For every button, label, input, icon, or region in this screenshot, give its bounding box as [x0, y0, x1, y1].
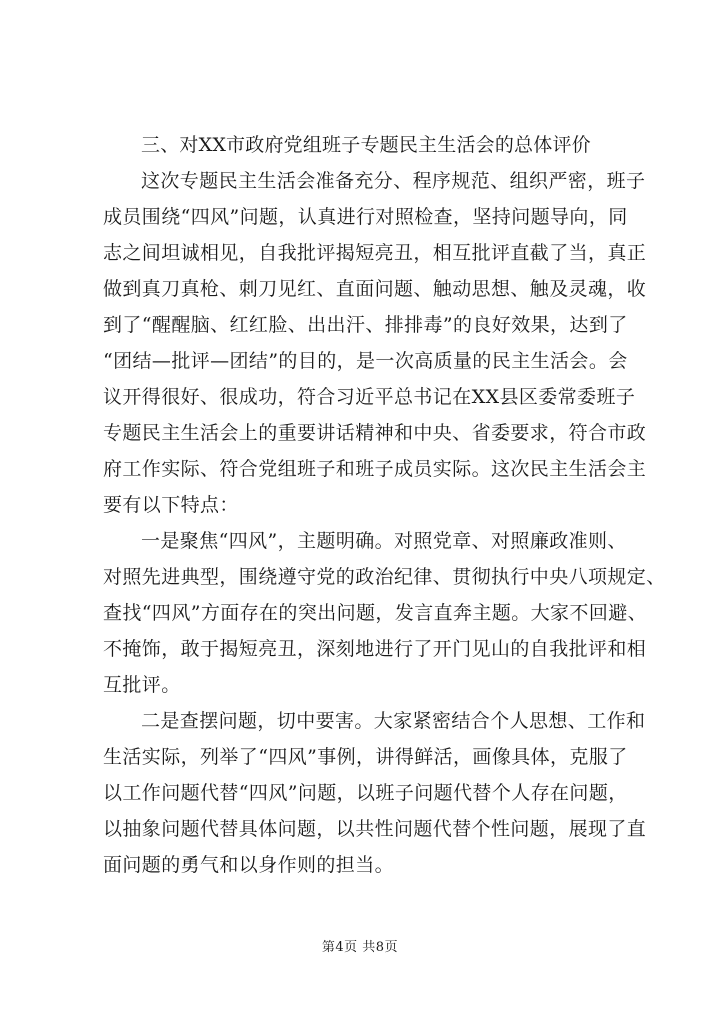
paragraph-line: 查找“四风”方面存在的突出问题，发言直奔主题。大家不回避、: [103, 602, 648, 624]
page-number-footer: 第4页 共8页: [321, 940, 399, 955]
paragraph-line: 面问题的勇气和以身作则的担当。: [103, 854, 395, 876]
paragraph-line: 成员围绕“四风”问题，认真进行对照检查，坚持问题导向，同: [103, 206, 628, 228]
paragraph-line: 不掩饰，敢于揭短亮丑，深刻地进行了开门见山的自我批评和相: [103, 638, 647, 660]
paragraph-overall-evaluation: [103, 163, 647, 523]
paragraph-line: 以工作问题代替“四风”问题，以班子问题代替个人存在问题，: [103, 782, 628, 804]
paragraph-line: 做到真刀真枪、刺刀见红、直面问题、触动思想、触及灵魂，收: [103, 278, 647, 300]
paragraph-line: 要有以下特点：: [103, 494, 239, 516]
paragraph-line: 议开得很好、很成功，符合习近平总书记在XX县区委常委班子: [103, 386, 636, 408]
paragraph-line: 生活实际，列举了“四风”事例，讲得鲜活，画像具体，克服了: [103, 746, 628, 768]
paragraph-line: “团结—批评—团结”的目的，是一次高质量的民主生活会。会: [103, 350, 628, 372]
document-body: [103, 127, 666, 883]
paragraph-line: 互批评。: [103, 674, 181, 696]
section-heading: 三、对XX市政府党组班子专题民主生活会的总体评价: [141, 134, 591, 156]
paragraph-line: 到了“醒醒脑、红红脸、出出汗、排排毒”的良好效果，达到了: [103, 314, 628, 336]
paragraph-line: 这次专题民主生活会准备充分、程序规范、组织严密，班子: [141, 170, 646, 192]
paragraph-line: 对照先进典型，围绕遵守党的政治纪律、贯彻执行中央八项规定、: [103, 566, 666, 588]
paragraph-focus-four-winds: [103, 523, 666, 703]
paragraph-line: 二是查摆问题，切中要害。大家紧密结合个人思想、工作和: [141, 710, 646, 732]
paragraph-line: 志之间坦诚相见，自我批评揭短亮丑，相互批评直截了当，真正: [103, 242, 647, 264]
paragraph-line: 一是聚焦“四风”，主题明确。对照党章、对照廉政准则、: [141, 530, 627, 552]
paragraph-line: 专题民主生活会上的重要讲话精神和中央、省委要求，符合市政: [103, 422, 647, 444]
paragraph-line: 以抽象问题代替具体问题，以共性问题代替个性问题，展现了直: [103, 818, 647, 840]
paragraph-identify-problems: [103, 703, 647, 883]
paragraph-line: 府工作实际、符合党组班子和班子成员实际。这次民主生活会主: [103, 458, 647, 480]
